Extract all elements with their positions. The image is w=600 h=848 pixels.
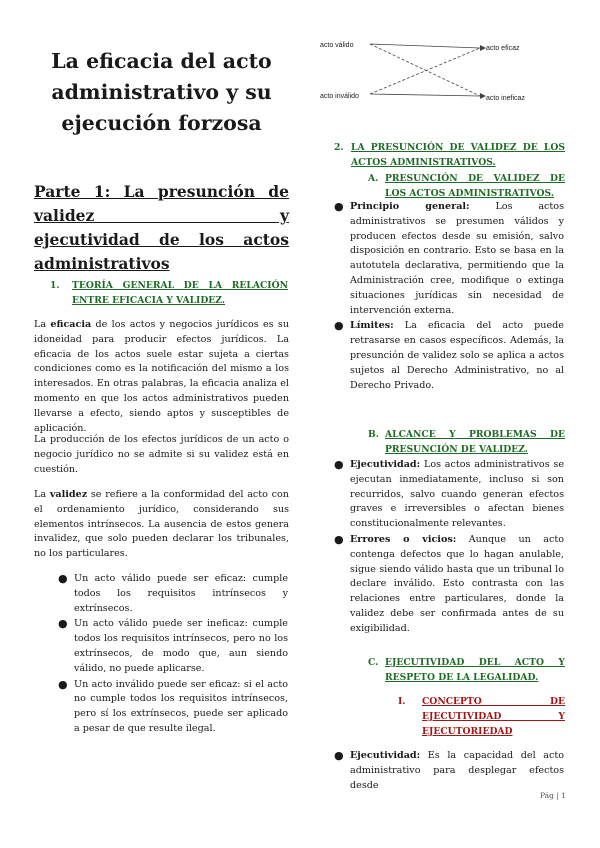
diagram-ineffective-label: acto ineficaz xyxy=(486,95,525,102)
bullet-icon: ● xyxy=(58,572,68,585)
subsection-i-title: CONCEPTO DE EJECUTIVIDAD Y EJECUTORIEDAD xyxy=(422,696,565,737)
presumption-list xyxy=(334,200,564,394)
list-item: ● Ejecutividad: Los actos administrativos se ejecutan inmediatamente, incluso si son recurridos, salvo cuando generan efectos graves e irreversibles o afectan bienes constitucionalmente relevantes. xyxy=(334,458,564,530)
part-1-line-3: administrativos xyxy=(34,254,170,273)
diagram-valid-label: acto válido xyxy=(320,42,354,49)
subsection-b-title: ALCANCE Y PROBLEMAS DE PRESUNCIÓN DE VALIDEZ. xyxy=(385,429,565,455)
bullet-icon: ● xyxy=(334,532,344,546)
bullet-icon: ● xyxy=(334,458,344,471)
diagram-arrow xyxy=(370,44,480,48)
section-2-heading xyxy=(334,140,565,170)
subsection-c-heading xyxy=(368,655,565,685)
diagram-invalid-label: acto inválido xyxy=(320,93,359,100)
section-1-number: 1. xyxy=(50,280,60,291)
part-1-line-1: Parte 1: La presunción de validez y xyxy=(34,182,289,225)
validity-efficacy-list xyxy=(58,572,288,738)
section-2-title: LA PRESUNCIÓN DE VALIDEZ DE LOS ACTOS ADMINISTRATIVOS. xyxy=(351,142,565,168)
executivity-list xyxy=(334,749,564,794)
section-2-number: 2. xyxy=(334,142,344,153)
diagram-arrow xyxy=(370,94,480,96)
list-item: ● Un acto válido puede ser ineficaz: cumple todos los requisitos intrínsecos, pero no los extrínsecos, de modo que, aun siendo válido, no puede aplicarse. xyxy=(58,617,288,674)
production-paragraph: La producción de los efectos jurídicos de un acto o negocio jurídico no se admite si su validez está en cuestión. xyxy=(34,434,289,475)
subsection-a-heading xyxy=(368,171,565,201)
title-line-1: La eficacia del acto xyxy=(51,49,272,73)
validez-term: validez xyxy=(49,489,88,500)
subsection-i-heading xyxy=(398,694,565,739)
title-line-2: administrativo y su xyxy=(51,80,272,104)
subsection-a-title: PRESUNCIÓN DE VALIDEZ DE LOS ACTOS ADMINISTRATIVOS. xyxy=(385,173,565,199)
subsection-b-heading xyxy=(368,427,565,457)
list-item: ● Principio general: Los actos administrativos se presumen válidos y producen efectos desde su emisión, salvo disposición en contrario. Esto se basa en la autotutela declarativa, permitiendo que la Administración cree, modifique o extinga situaciones jurídicas sin necesidad de intervención externa. xyxy=(334,200,564,316)
part-1-heading xyxy=(34,180,289,276)
subsection-a-letter: A. xyxy=(368,173,379,184)
bullet-icon: ● xyxy=(58,677,68,691)
list-item: ● Ejecutividad: Es la capacidad del acto administrativo para desplegar efectos desde xyxy=(334,749,564,791)
part-1-line-2: ejecutividad de los actos xyxy=(34,230,289,249)
scope-problems-list xyxy=(334,458,564,638)
subsection-b-letter: B. xyxy=(368,429,379,440)
bullet-icon: ● xyxy=(334,319,344,333)
document-title xyxy=(34,46,289,139)
eficacia-term: eficacia xyxy=(50,319,92,330)
validez-paragraph: La validez se refiere a la conformidad del acto con el ordenamiento jurídico, considerando sus elementos intrínsecos. La ausencia de estos genera invalidez, que solo pueden declarar los tribunales, no los particulares. xyxy=(34,489,289,560)
bullet-icon: ● xyxy=(58,617,68,631)
section-1-heading xyxy=(50,278,288,308)
subsection-c-title: EJECUTIVIDAD DEL ACTO Y RESPETO DE LA LEGALIDAD. xyxy=(385,657,565,683)
diagram-arrow xyxy=(370,44,480,96)
list-item: ● Un acto inválido puede ser eficaz: si el acto no cumple todos los requisitos intrínsecos, pero sí los extrínsecos, puede ser aplicado a pesar de que resulte ilegal. xyxy=(58,677,288,734)
list-item: ● Un acto válido puede ser eficaz: cumple todos los requisitos intrínsecos y extrínsecos. xyxy=(58,572,288,614)
bullet-icon: ● xyxy=(334,200,344,213)
section-1-title: TEORÍA GENERAL DE LA RELACIÓN ENTRE EFICACIA Y VALIDEZ. xyxy=(72,280,288,306)
subsection-c-letter: C. xyxy=(368,657,379,668)
title-line-3: ejecución forzosa xyxy=(61,111,262,135)
diagram-arrow xyxy=(370,48,480,94)
list-item: ● Límites: La eficacia del acto puede retrasarse en casos específicos. Además, la presunción de validez solo se aplica a actos sujetos al Derecho Administrativo, no al Derecho Privado. xyxy=(334,319,564,391)
list-item: ● Errores o vicios: Aunque un acto contenga defectos que lo hagan anulable, sigue siendo válido hasta que un tribunal lo declare inválido. Esto contrasta con las relaciones entre particulares, donde la validez debe ser confirmada antes de su exigibilidad. xyxy=(334,532,564,634)
validity-efficacy-diagram xyxy=(318,34,578,104)
eficacia-paragraph: La eficacia de los actos y negocios jurídicos es su idoneidad para producir efectos jurídicos. La eficacia de los actos suele estar sujeta a ciertas condiciones como es la notificación del mismo a los interesados. En otras palabras, la eficacia analiza el momento en que los actos administrativos pueden llevarse a efecto, siendo aptos y susceptibles de aplicación. xyxy=(34,319,289,434)
subsection-i-letter: I. xyxy=(398,696,406,707)
bullet-icon: ● xyxy=(334,749,344,762)
page-number: Pág | 1 xyxy=(539,791,566,800)
diagram-effective-label: acto eficaz xyxy=(486,45,520,52)
